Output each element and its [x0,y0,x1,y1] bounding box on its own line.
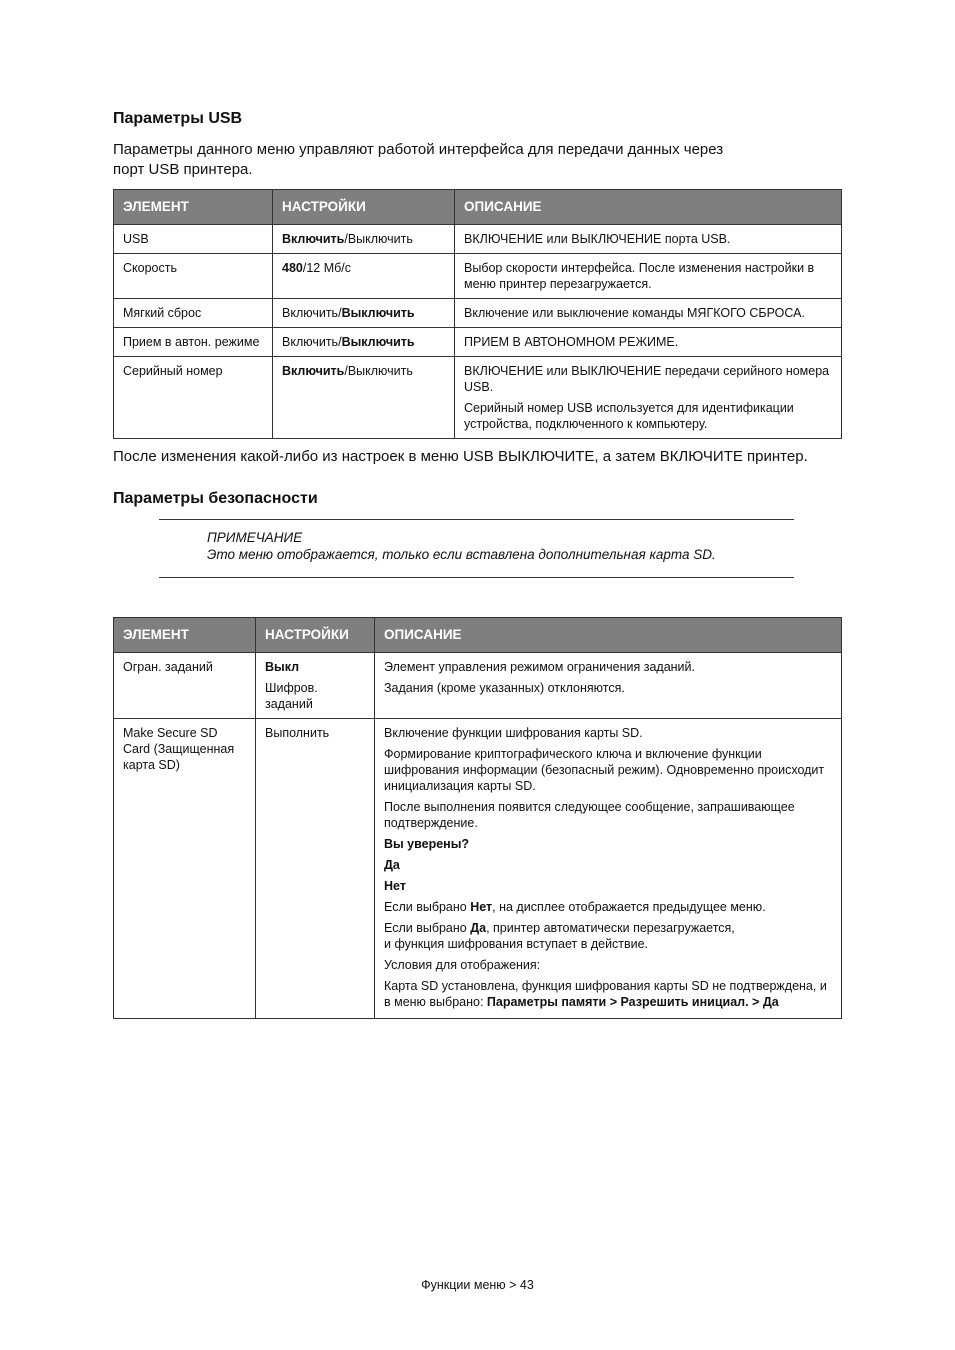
header-item: ЭЛЕМЕНТ [114,618,256,653]
usb-table-header [114,190,842,225]
row-item: Огран. заданий [114,653,256,719]
setting-separator: / [338,335,342,349]
row-settings [256,653,375,719]
setting-default: Выключить [341,306,415,320]
row-settings [273,254,455,299]
description-text: Условия для отображения: [384,958,541,972]
confirm-no: Нет [384,879,406,893]
row-description [455,254,842,299]
description-text: Выбор скорости интерфейса. После изменения настройки в меню принтер перезагружается. [464,261,815,291]
text-span: , принтер автоматически перезагружается, [486,921,735,935]
setting-default: 480 [282,261,303,275]
text-span: Если выбрано [384,921,471,935]
row-item: Make Secure SD Card (Защищенная карта SD) [114,719,256,1019]
description-text: После выполнения появится следующее сообщение, запрашивающее подтверждение. [384,800,795,830]
setting-separator: / [338,306,342,320]
description-text [384,920,832,952]
setting-alt: Выключить [347,364,413,378]
setting-alt: Включить [282,335,339,349]
text-bold: Да [470,921,487,935]
usb-intro-line2: порт USB принтера. [113,161,253,178]
security-table [113,617,842,1019]
setting-alt: Выключить [347,232,413,246]
header-description: ОПИСАНИЕ [455,190,842,225]
menu-path: Параметры памяти > Разрешить инициал. > Да [486,995,779,1009]
setting-alt: Шифров. заданий [265,681,318,711]
table-row [114,328,842,357]
header-settings: НАСТРОЙКИ [256,618,375,653]
setting-separator: / [344,232,348,246]
description-text: ВКЛЮЧЕНИЕ или ВЫКЛЮЧЕНИЕ порта USB. [464,232,731,246]
row-settings [273,299,455,328]
description-text: ПРИЕМ В АВТОНОМНОМ РЕЖИМЕ. [464,335,679,349]
row-item: USB [114,225,273,254]
table-row [114,719,842,1019]
note-text: Это меню отображается, только если вставлена дополнительная карта SD. [207,547,716,562]
row-description [455,328,842,357]
row-description [455,225,842,254]
table-row [114,254,842,299]
text-span: и функция шифрования вступает в действие. [384,937,649,951]
usb-intro [113,140,723,180]
security-section-title: Параметры безопасности [113,490,318,507]
text-span: , на дисплее отображается предыдущее меню. [492,900,766,914]
header-description: ОПИСАНИЕ [375,618,842,653]
setting-default: Выкл [265,660,300,674]
usb-table [113,189,842,439]
usb-after-note: После изменения какой-либо из настроек в меню USB ВЫКЛЮЧИТЕ, а затем ВКЛЮЧИТЕ принтер. [113,448,808,465]
row-description [455,299,842,328]
row-item: Скорость [114,254,273,299]
usb-intro-line1: Параметры данного меню управляют работой интерфейса для передачи данных через [113,141,724,158]
table-row [114,299,842,328]
setting-default: Включить [282,232,345,246]
setting-separator: / [344,364,348,378]
description-text [384,899,832,915]
confirm-prompt: Вы уверены? [384,837,470,851]
security-table-header [114,618,842,653]
table-row [114,225,842,254]
description-text: Формирование криптографического ключа и включение функции шифрования информации (безопасный режим). Одновременно происходит инициализация карты SD. [384,747,825,793]
description-text: ВКЛЮЧЕНИЕ или ВЫКЛЮЧЕНИЕ передачи серийного номера USB. [464,364,830,394]
row-settings [273,225,455,254]
header-settings: НАСТРОЙКИ [273,190,455,225]
description-text: Задания (кроме указанных) отклоняются. [384,681,625,695]
setting-alt: Включить [282,306,339,320]
row-item: Мягкий сброс [114,299,273,328]
setting-default: Включить [282,364,345,378]
description-text: Включение функции шифрования карты SD. [384,726,643,740]
table-row [114,357,842,439]
text-span: Если выбрано [384,900,471,914]
row-settings [273,328,455,357]
usb-section-title: Параметры USB [113,110,243,127]
setting-separator: / [302,261,307,275]
row-description [375,719,842,1019]
row-item: Прием в автон. режиме [114,328,273,357]
setting-alt: 12 Мб/с [306,261,352,275]
text-bold: Нет [470,900,493,914]
text-span: Карта SD установлена, функция шифрования карты SD не подтверждена, и в меню выбрано: [384,979,827,1009]
row-description [375,653,842,719]
row-item: Серийный номер [114,357,273,439]
note-label: ПРИМЕЧАНИЕ [207,530,303,545]
row-description [455,357,842,439]
table-row [114,653,842,719]
confirm-yes: Да [384,858,400,872]
header-item: ЭЛЕМЕНТ [114,190,273,225]
description-text [384,978,832,1010]
description-text: Включение или выключение команды МЯГКОГО СБРОСА. [464,306,805,320]
row-settings: Выполнить [256,719,375,1019]
setting-default: Выключить [341,335,415,349]
description-text: Элемент управления режимом ограничения заданий. [384,660,695,674]
page-footer: Функции меню > 43 [421,1278,534,1292]
description-text: Серийный номер USB используется для идентификации устройства, подключенного к компьютеру. [464,401,794,431]
note-box [159,519,794,578]
row-settings [273,357,455,439]
